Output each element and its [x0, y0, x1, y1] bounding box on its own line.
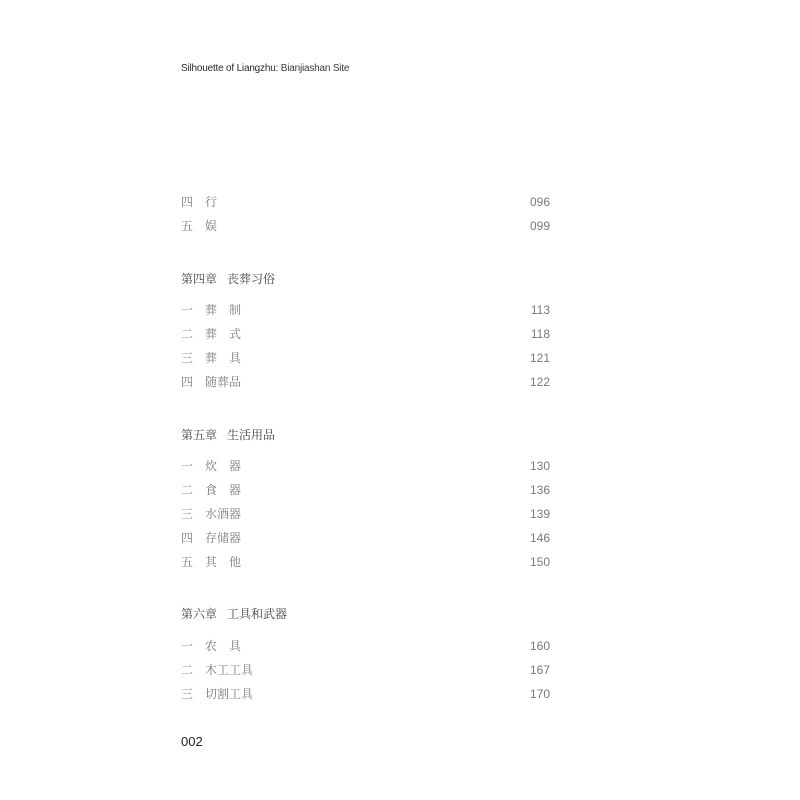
toc-entry[interactable] [181, 686, 550, 702]
entry-page: 130 [529, 459, 550, 473]
toc-entry[interactable] [181, 662, 550, 678]
entry-page: 113 [530, 303, 550, 317]
entry-title: 炊 器 [205, 459, 242, 473]
entry-title: 木工工具 [205, 663, 254, 677]
chapter-number: 第六章 [181, 607, 218, 621]
toc-entry[interactable] [181, 374, 550, 390]
toc-entry[interactable] [181, 554, 550, 570]
entry-title: 葬 制 [205, 303, 242, 317]
entry-page: 096 [529, 195, 550, 209]
book-title: Silhouette of Liangzhu: [181, 63, 279, 74]
entry-number: 一 [181, 303, 194, 317]
entry-page: 146 [529, 531, 550, 545]
entry-number: 一 [181, 459, 194, 473]
toc-entry[interactable] [181, 218, 550, 234]
entry-title: 葬 具 [205, 351, 242, 365]
entry-title: 其 他 [205, 555, 242, 569]
toc-entry[interactable] [181, 326, 550, 342]
entry-page: 170 [529, 687, 550, 701]
entry-number: 四 [181, 195, 194, 209]
entry-page: 118 [530, 327, 550, 341]
entry-title: 存储器 [205, 531, 242, 545]
entry-page: 121 [529, 351, 550, 365]
entry-number: 二 [181, 663, 194, 677]
entry-page: 136 [529, 483, 550, 497]
chapter-title: 生活用品 [227, 428, 276, 442]
toc-entry[interactable] [181, 350, 550, 366]
chapter-title: 丧葬习俗 [227, 272, 276, 286]
entry-title: 食 器 [205, 483, 242, 497]
entry-number: 四 [181, 531, 194, 545]
entry-number: 三 [181, 687, 194, 701]
entry-title: 农 具 [205, 639, 242, 653]
entry-page: 167 [529, 663, 550, 677]
toc-entry[interactable] [181, 194, 550, 210]
entry-number: 四 [181, 375, 194, 389]
entry-page: 150 [529, 555, 550, 569]
entry-number: 三 [181, 507, 194, 521]
entry-number: 二 [181, 327, 194, 341]
entry-page: 139 [529, 507, 550, 521]
chapter-number: 第五章 [181, 428, 218, 442]
entry-title: 娱 [205, 219, 218, 233]
entry-page: 099 [529, 219, 550, 233]
toc-entry[interactable] [181, 638, 550, 654]
toc-entry[interactable] [181, 506, 550, 522]
entry-title: 水酒器 [205, 507, 242, 521]
chapter-number: 第四章 [181, 272, 218, 286]
entry-title: 行 [205, 195, 218, 209]
entry-page: 160 [529, 639, 550, 653]
entry-page: 122 [529, 375, 550, 389]
entry-number: 三 [181, 351, 194, 365]
entry-title: 切割工具 [205, 687, 254, 701]
entry-number: 一 [181, 639, 194, 653]
toc-entry[interactable] [181, 458, 550, 474]
page-number: 002 [181, 734, 203, 749]
toc-entry[interactable] [181, 482, 550, 498]
chapter-title: 工具和武器 [227, 607, 288, 621]
entry-number: 五 [181, 219, 194, 233]
toc-entry[interactable] [181, 530, 550, 546]
entry-number: 二 [181, 483, 194, 497]
toc-entry[interactable] [181, 302, 550, 318]
entry-number: 五 [181, 555, 194, 569]
entry-title: 随葬品 [205, 375, 242, 389]
entry-title: 葬 式 [205, 327, 242, 341]
book-subtitle: Bianjiashan Site [280, 63, 350, 74]
